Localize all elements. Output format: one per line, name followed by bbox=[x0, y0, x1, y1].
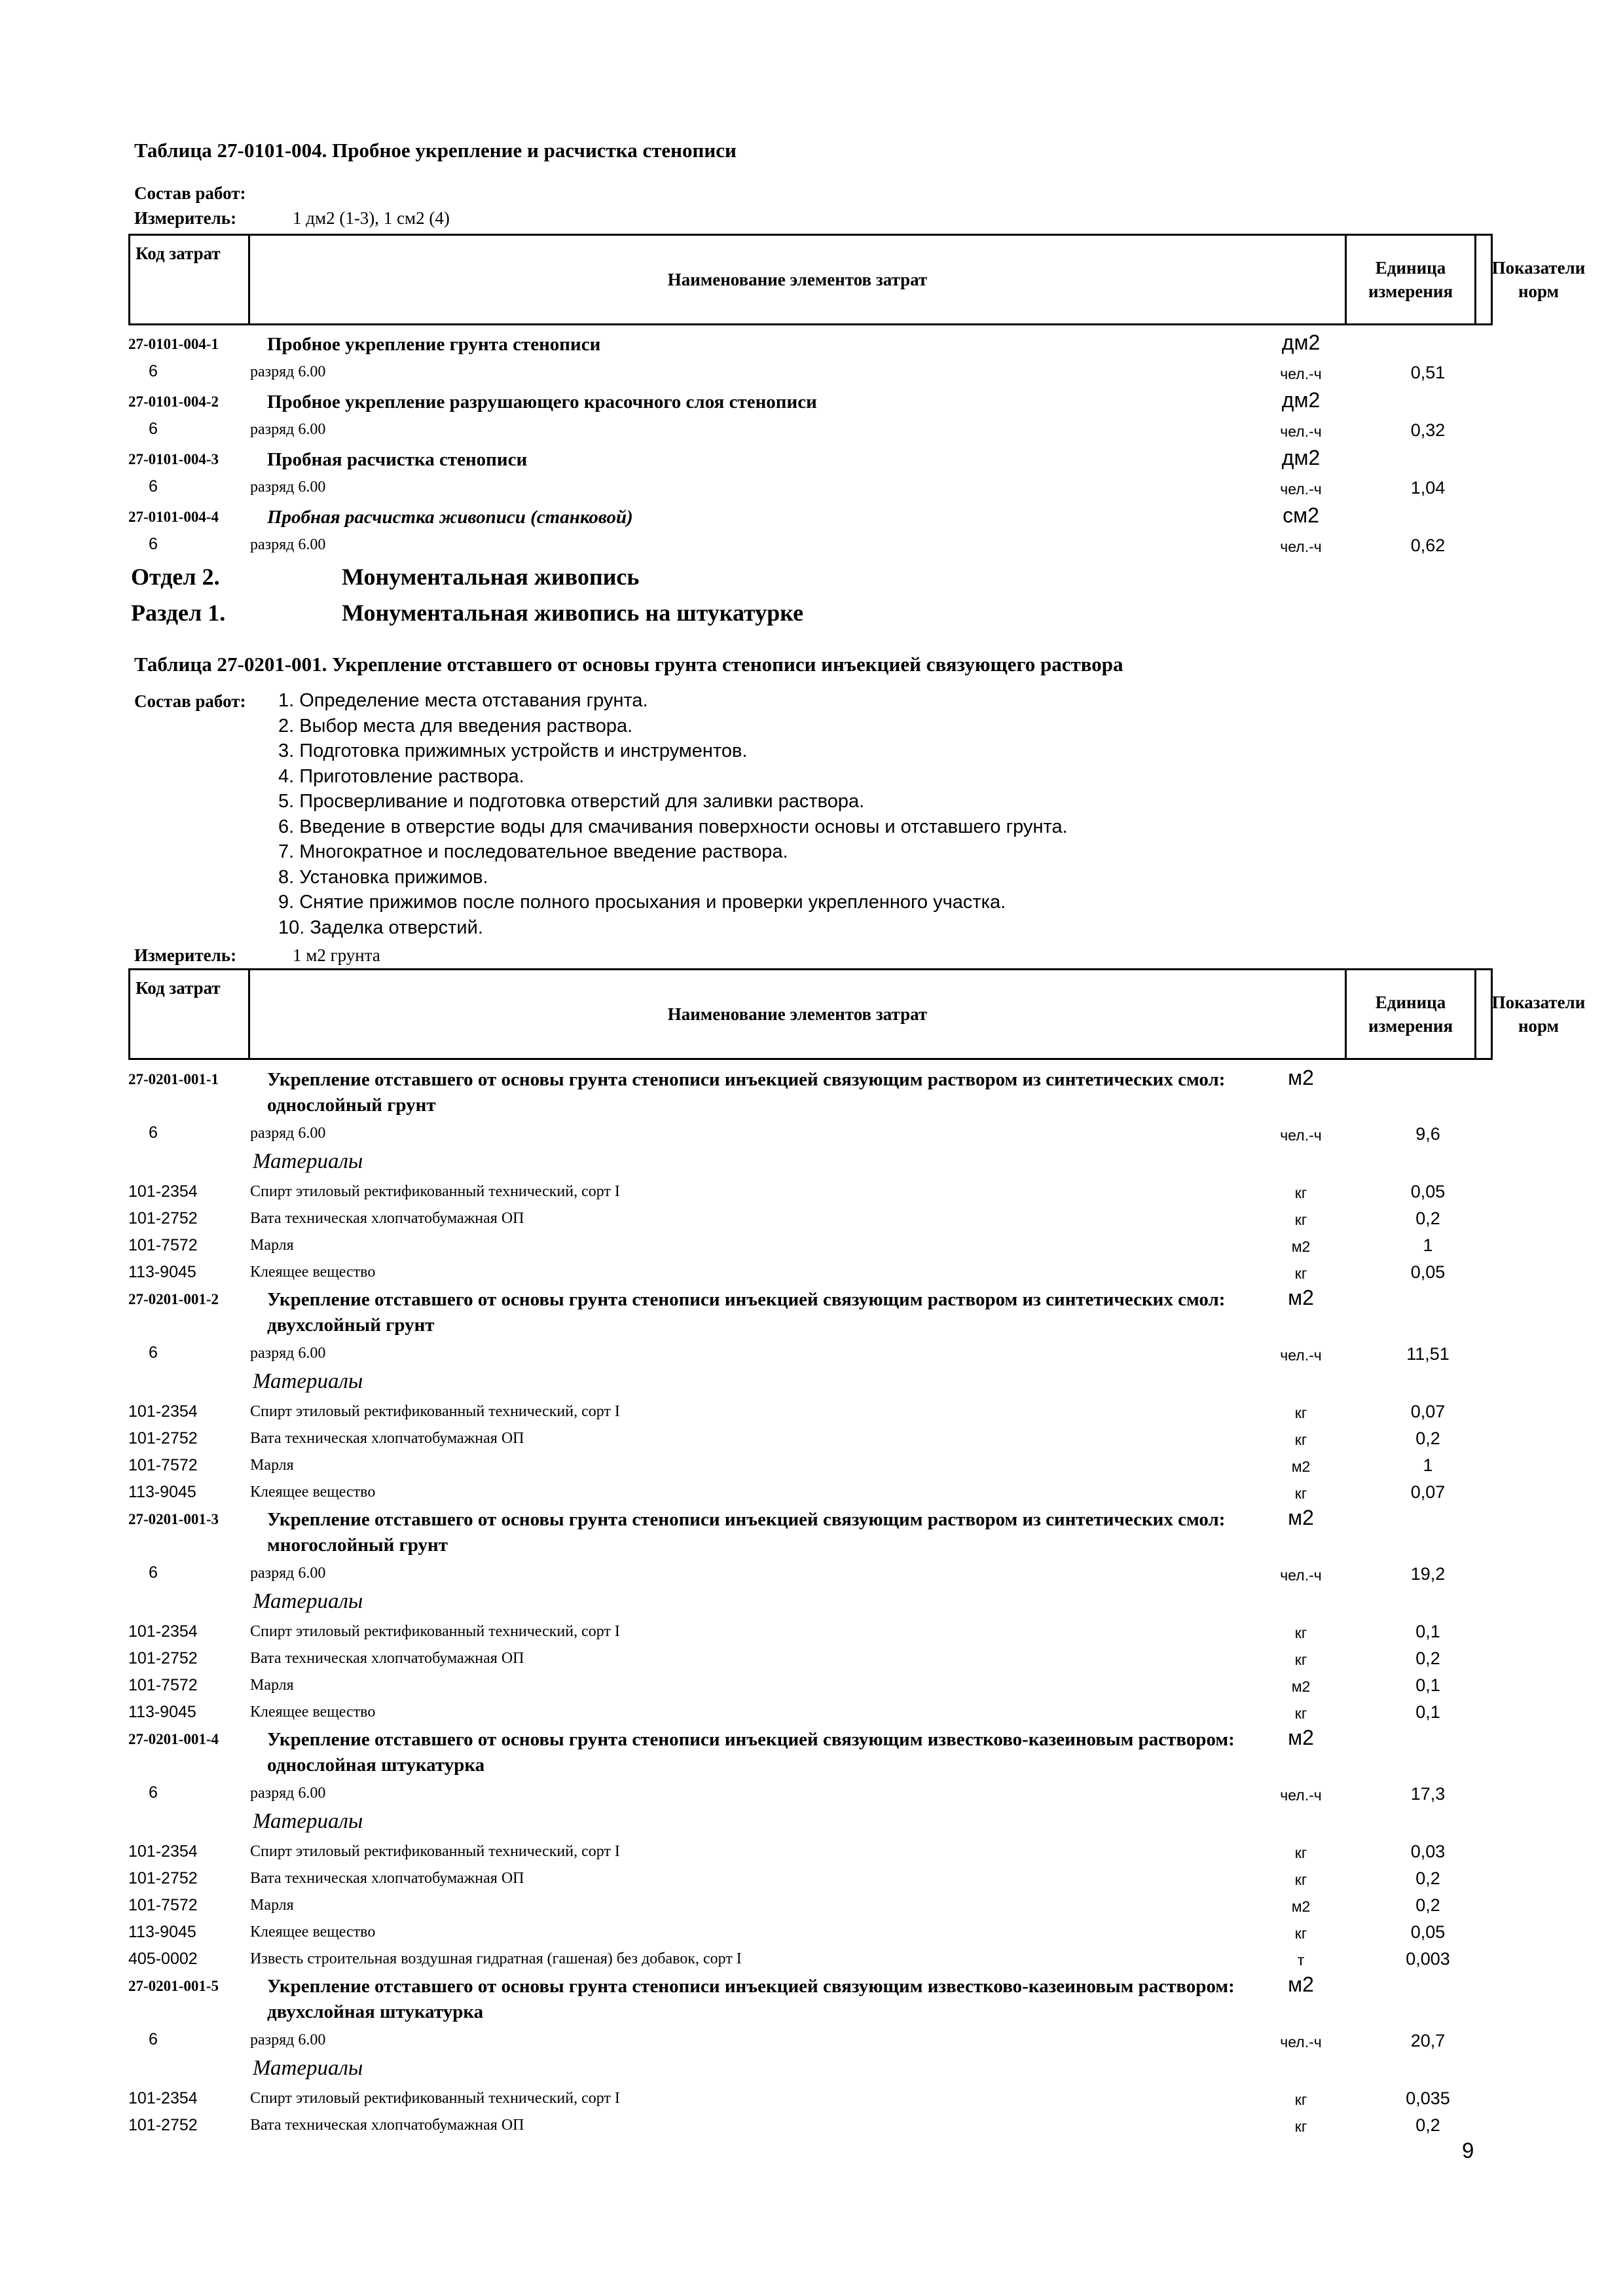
row-code: 101-2752 bbox=[128, 1209, 198, 1228]
row-name: Марля bbox=[250, 1237, 294, 1254]
row-name: Пробное укрепление грунта стенописи bbox=[267, 334, 601, 355]
row-code: 113-9045 bbox=[128, 1703, 196, 1721]
row-code: 101-2752 bbox=[128, 2116, 198, 2134]
row-value: 0,05 bbox=[1410, 1922, 1446, 1942]
row-code: 101-2354 bbox=[128, 1402, 198, 1421]
row-code: 101-7572 bbox=[128, 1236, 198, 1254]
row-code: 101-2752 bbox=[128, 1869, 198, 1887]
table-row bbox=[128, 2028, 1493, 2056]
row-code: 6 bbox=[149, 362, 158, 380]
row-value: 0,2 bbox=[1415, 1868, 1440, 1888]
row-name: Марля bbox=[250, 1897, 294, 1914]
table2-measure-label: Измеритель: bbox=[134, 945, 237, 965]
header-code: Код затрат bbox=[136, 978, 221, 998]
row-value: 11,51 bbox=[1406, 1344, 1450, 1364]
table-row bbox=[128, 1425, 1493, 1452]
row-unit: м2 bbox=[1288, 1973, 1314, 1996]
table-row bbox=[128, 475, 1493, 503]
row-name: разряд 6.00 bbox=[250, 1345, 326, 1362]
row-name: Пробное укрепление разрушающего красочного слоя стенописи bbox=[267, 392, 817, 412]
row-code: 6 bbox=[149, 1123, 158, 1142]
table1-measure-label: Измеритель: bbox=[134, 208, 237, 228]
row-value: 0,035 bbox=[1406, 2088, 1450, 2108]
table-row bbox=[128, 1946, 1493, 1973]
row-unit: чел.-ч bbox=[1280, 423, 1322, 440]
row-code: 6 bbox=[149, 535, 158, 553]
row-code: 101-2752 bbox=[128, 1429, 198, 1448]
work-step: 2. Выбор места для введения раствора. bbox=[278, 715, 633, 737]
row-unit: дм2 bbox=[1281, 331, 1321, 354]
row-name: Пробная расчистка живописи (станковой) bbox=[267, 507, 633, 528]
row-code: 6 bbox=[149, 1563, 158, 1582]
row-unit: чел.-ч bbox=[1280, 2033, 1322, 2050]
row-code: 27-0201-001-5 bbox=[128, 1978, 219, 1994]
row-name: разряд 6.00 bbox=[250, 1565, 326, 1582]
row-code: 101-7572 bbox=[128, 1896, 198, 1914]
row-unit: чел.-ч bbox=[1280, 1567, 1322, 1584]
row-code: 27-0201-001-4 bbox=[128, 1731, 219, 1747]
row-name: Вата техническая хлопчатобумажная ОП bbox=[250, 1870, 524, 1887]
row-name: Пробная расчистка стенописи bbox=[267, 449, 528, 470]
table-row bbox=[128, 1370, 1493, 1398]
row-unit: т bbox=[1297, 1952, 1305, 1969]
table-row bbox=[128, 2085, 1493, 2112]
row-unit: кг bbox=[1294, 2118, 1307, 2135]
row-unit: кг bbox=[1294, 1404, 1307, 1421]
row-value: 0,03 bbox=[1410, 1842, 1446, 1861]
table1-title: Таблица 27-0101-004. Пробное укрепление и расчистка стенописи bbox=[134, 139, 737, 162]
table-row bbox=[128, 1561, 1493, 1590]
row-unit: чел.-ч bbox=[1280, 538, 1322, 555]
materials-heading: Материалы bbox=[253, 1370, 363, 1393]
row-code: 27-0101-004-2 bbox=[128, 393, 219, 410]
row-unit: дм2 bbox=[1281, 388, 1321, 412]
row-code: 6 bbox=[149, 1343, 158, 1362]
otdel-label: Отдел 2. bbox=[131, 564, 220, 590]
row-name: Клеящее вещество bbox=[250, 1264, 376, 1281]
row-unit: чел.-ч bbox=[1280, 1127, 1322, 1144]
row-name: Спирт этиловый ректификованный технический, сорт I bbox=[250, 1403, 620, 1420]
row-value: 9,6 bbox=[1415, 1124, 1440, 1144]
work-step: 10. Заделка отверстий. bbox=[278, 917, 483, 938]
row-name: Клеящее вещество bbox=[250, 1484, 376, 1501]
row-code: 113-9045 bbox=[128, 1263, 196, 1281]
row-name: разряд 6.00 bbox=[250, 421, 326, 438]
header-unit: Единица измерения bbox=[1368, 258, 1453, 301]
row-name: Укрепление отставшего от основы грунта стенописи инъекцией связующим известково-казеиновым раствором: двухслойная штукатурка bbox=[267, 1976, 1235, 2022]
table-row bbox=[128, 1618, 1493, 1645]
table-row bbox=[128, 1590, 1493, 1618]
table1-body bbox=[128, 331, 1493, 561]
row-value: 0,07 bbox=[1410, 1402, 1446, 1421]
table-row bbox=[128, 1178, 1493, 1205]
table-row bbox=[128, 1452, 1493, 1479]
row-code: 27-0101-004-1 bbox=[128, 336, 219, 352]
row-name: Марля bbox=[250, 1677, 294, 1694]
table-row bbox=[128, 359, 1493, 388]
row-value: 1 bbox=[1423, 1235, 1433, 1255]
table-row bbox=[128, 1726, 1493, 1781]
table2-steps bbox=[278, 688, 1068, 940]
table-row bbox=[128, 1341, 1493, 1370]
row-name: Укрепление отставшего от основы грунта стенописи инъекцией связующим раствором из синтетических смол: двухслойный грунт bbox=[267, 1289, 1226, 1336]
header-unit: Единица измерения bbox=[1368, 993, 1453, 1036]
table2-composition-label: Состав работ: bbox=[134, 691, 246, 711]
row-value: 0,2 bbox=[1415, 1895, 1440, 1915]
work-step: 3. Подготовка прижимных устройств и инструментов. bbox=[278, 740, 748, 761]
row-unit: м2 bbox=[1291, 1458, 1311, 1475]
otdel-title: Монументальная живопись bbox=[342, 564, 640, 590]
table-row bbox=[128, 417, 1493, 446]
table-row bbox=[128, 1810, 1493, 1838]
row-name: разряд 6.00 bbox=[250, 1125, 326, 1142]
row-unit: кг bbox=[1294, 2091, 1307, 2108]
row-code: 101-2354 bbox=[128, 2089, 198, 2107]
table-row bbox=[128, 1973, 1493, 2028]
row-value: 1,04 bbox=[1410, 478, 1446, 498]
header-name: Наименование элементов затрат bbox=[667, 1004, 928, 1024]
row-name: Марля bbox=[250, 1457, 294, 1474]
table-row bbox=[128, 331, 1493, 359]
row-name: Клеящее вещество bbox=[250, 1704, 376, 1721]
table-row bbox=[128, 532, 1493, 561]
row-code: 113-9045 bbox=[128, 1923, 196, 1941]
table1-header bbox=[128, 234, 1586, 325]
row-unit: м2 bbox=[1288, 1726, 1314, 1749]
header-norm: Показатели норм bbox=[1491, 258, 1586, 301]
row-name: Спирт этиловый ректификованный технический, сорт I bbox=[250, 1623, 620, 1640]
row-value: 0,51 bbox=[1410, 363, 1446, 382]
row-unit: кг bbox=[1294, 1925, 1307, 1942]
row-value: 0,32 bbox=[1410, 420, 1446, 440]
row-code: 6 bbox=[149, 1783, 158, 1802]
row-unit: м2 bbox=[1288, 1506, 1314, 1529]
row-value: 0,2 bbox=[1415, 1649, 1440, 1668]
row-name: Спирт этиловый ректификованный технический, сорт I bbox=[250, 2090, 620, 2107]
table-row bbox=[128, 1838, 1493, 1865]
row-unit: м2 bbox=[1291, 1678, 1311, 1695]
row-code: 6 bbox=[149, 477, 158, 496]
row-code: 27-0101-004-3 bbox=[128, 451, 219, 467]
row-name: Укрепление отставшего от основы грунта стенописи инъекцией связующим раствором из синтетических смол: многослойный грунт bbox=[267, 1509, 1226, 1556]
table1-measure-value: 1 дм2 (1-3), 1 см2 (4) bbox=[293, 208, 450, 228]
materials-heading: Материалы bbox=[253, 2056, 363, 2080]
table-row bbox=[128, 1205, 1493, 1232]
row-name: Вата техническая хлопчатобумажная ОП bbox=[250, 2117, 524, 2134]
table1-composition-label: Состав работ: bbox=[134, 183, 246, 203]
row-value: 20,7 bbox=[1410, 2031, 1446, 2050]
table-row bbox=[128, 1150, 1493, 1178]
row-unit: кг bbox=[1294, 1431, 1307, 1448]
row-value: 19,2 bbox=[1410, 1564, 1446, 1584]
row-name: Спирт этиловый ректификованный технический, сорт I bbox=[250, 1843, 620, 1860]
header-norm: Показатели норм bbox=[1491, 993, 1586, 1036]
work-step: 9. Снятие прижимов после полного просыхания и проверки укрепленного участка. bbox=[278, 892, 1006, 913]
table-row bbox=[128, 1398, 1493, 1425]
row-value: 1 bbox=[1423, 1455, 1433, 1475]
row-code: 101-2752 bbox=[128, 1649, 198, 1667]
row-value: 0,003 bbox=[1406, 1949, 1450, 1969]
row-name: Клеящее вещество bbox=[250, 1923, 376, 1941]
row-value: 0,62 bbox=[1410, 536, 1446, 555]
row-code: 101-2354 bbox=[128, 1622, 198, 1641]
row-unit: м2 bbox=[1291, 1898, 1311, 1915]
row-name: разряд 6.00 bbox=[250, 536, 326, 553]
header-name: Наименование элементов затрат bbox=[667, 270, 928, 289]
table2-title: Таблица 27-0201-001. Укрепление отставшего от основы грунта стенописи инъекцией связующего раствора bbox=[134, 653, 1123, 676]
work-step: 8. Установка прижимов. bbox=[278, 866, 488, 888]
row-unit: кг bbox=[1294, 1651, 1307, 1668]
table-row bbox=[128, 1259, 1493, 1286]
razdel-label: Раздел 1. bbox=[131, 600, 226, 626]
table-row bbox=[128, 1479, 1493, 1506]
work-step: 7. Многократное и последовательное введение раствора. bbox=[278, 841, 788, 862]
row-unit: чел.-ч bbox=[1280, 481, 1322, 498]
table-row bbox=[128, 1699, 1493, 1726]
row-unit: м2 bbox=[1288, 1066, 1314, 1089]
table2-measure-value: 1 м2 грунта bbox=[293, 945, 380, 965]
row-value: 0,05 bbox=[1410, 1262, 1446, 1282]
row-code: 113-9045 bbox=[128, 1483, 196, 1501]
table-row bbox=[128, 503, 1493, 532]
row-name: Известь строительная воздушная гидратная (гашеная) без добавок, сорт I bbox=[250, 1950, 742, 1967]
table-row bbox=[128, 1892, 1493, 1919]
row-unit: кг bbox=[1294, 1211, 1307, 1228]
work-step: 5. Просверливание и подготовка отверстий для заливки раствора. bbox=[278, 791, 865, 812]
row-name: разряд 6.00 bbox=[250, 1785, 326, 1802]
row-value: 0,07 bbox=[1410, 1482, 1446, 1502]
row-unit: чел.-ч bbox=[1280, 1787, 1322, 1804]
materials-heading: Материалы bbox=[253, 1590, 363, 1613]
row-name: Укрепление отставшего от основы грунта стенописи инъекцией связующим раствором из синтетических смол: однослойный грунт bbox=[267, 1069, 1226, 1116]
row-code: 101-7572 bbox=[128, 1676, 198, 1694]
row-code: 6 bbox=[149, 2030, 158, 2049]
table-row bbox=[128, 1865, 1493, 1892]
table-row bbox=[128, 1919, 1493, 1946]
row-unit: кг bbox=[1294, 1844, 1307, 1861]
table-row bbox=[128, 388, 1493, 417]
table-row bbox=[128, 1506, 1493, 1561]
row-unit: м2 bbox=[1288, 1286, 1314, 1309]
row-name: разряд 6.00 bbox=[250, 363, 326, 380]
table-row bbox=[128, 1232, 1493, 1259]
table-row bbox=[128, 2112, 1493, 2139]
row-value: 0,2 bbox=[1415, 2115, 1440, 2135]
table-row bbox=[128, 1672, 1493, 1699]
row-unit: см2 bbox=[1283, 503, 1319, 527]
row-code: 101-7572 bbox=[128, 1456, 198, 1474]
row-name: Вата техническая хлопчатобумажная ОП bbox=[250, 1210, 524, 1227]
razdel-title: Монументальная живопись на штукатурке bbox=[342, 600, 804, 626]
row-name: разряд 6.00 bbox=[250, 2032, 326, 2049]
row-name: Спирт этиловый ректификованный технический, сорт I bbox=[250, 1183, 620, 1200]
table-row bbox=[128, 2056, 1493, 2085]
row-unit: чел.-ч bbox=[1280, 1347, 1322, 1364]
row-value: 0,1 bbox=[1415, 1702, 1440, 1722]
work-step: 1. Определение места отставания грунта. bbox=[278, 690, 648, 711]
table-row bbox=[128, 1066, 1493, 1121]
row-value: 0,1 bbox=[1415, 1622, 1440, 1641]
row-unit: м2 bbox=[1291, 1238, 1311, 1255]
row-name: Вата техническая хлопчатобумажная ОП bbox=[250, 1430, 524, 1447]
work-step: 4. Приготовление раствора. bbox=[278, 765, 524, 787]
table2-header bbox=[128, 968, 1586, 1060]
table-row bbox=[128, 1781, 1493, 1810]
materials-heading: Материалы bbox=[253, 1150, 363, 1173]
row-code: 27-0201-001-1 bbox=[128, 1071, 219, 1087]
row-unit: дм2 bbox=[1281, 446, 1321, 469]
table2-body bbox=[128, 1066, 1493, 2139]
row-code: 101-2354 bbox=[128, 1182, 198, 1201]
row-unit: чел.-ч bbox=[1280, 365, 1322, 382]
work-step: 6. Введение в отверстие воды для смачивания поверхности основы и отставшего грунта. bbox=[278, 816, 1068, 837]
table-row bbox=[128, 1121, 1493, 1150]
row-name: разряд 6.00 bbox=[250, 479, 326, 496]
row-value: 0,2 bbox=[1415, 1429, 1440, 1448]
row-unit: кг bbox=[1294, 1485, 1307, 1502]
row-code: 27-0101-004-4 bbox=[128, 509, 219, 525]
materials-heading: Материалы bbox=[253, 1810, 363, 1833]
row-value: 0,2 bbox=[1415, 1209, 1440, 1228]
page-number: 9 bbox=[1462, 2138, 1474, 2162]
row-unit: кг bbox=[1294, 1871, 1307, 1888]
row-unit: кг bbox=[1294, 1705, 1307, 1722]
table-row bbox=[128, 1645, 1493, 1672]
row-code: 101-2354 bbox=[128, 1842, 198, 1861]
row-name: Вата техническая хлопчатобумажная ОП bbox=[250, 1650, 524, 1667]
row-unit: кг bbox=[1294, 1624, 1307, 1641]
row-code: 27-0201-001-3 bbox=[128, 1511, 219, 1527]
row-name: Укрепление отставшего от основы грунта стенописи инъекцией связующим известково-казеиновым раствором: однослойная штукатурка bbox=[267, 1729, 1235, 1776]
row-unit: кг bbox=[1294, 1265, 1307, 1282]
row-code: 27-0201-001-2 bbox=[128, 1291, 219, 1307]
table-row bbox=[128, 1286, 1493, 1341]
row-code: 6 bbox=[149, 420, 158, 438]
row-unit: кг bbox=[1294, 1184, 1307, 1201]
row-value: 0,05 bbox=[1410, 1182, 1446, 1201]
row-value: 17,3 bbox=[1410, 1784, 1446, 1804]
row-value: 0,1 bbox=[1415, 1675, 1440, 1695]
row-code: 405-0002 bbox=[128, 1950, 198, 1968]
table-row bbox=[128, 446, 1493, 475]
header-code: Код затрат bbox=[136, 244, 221, 263]
